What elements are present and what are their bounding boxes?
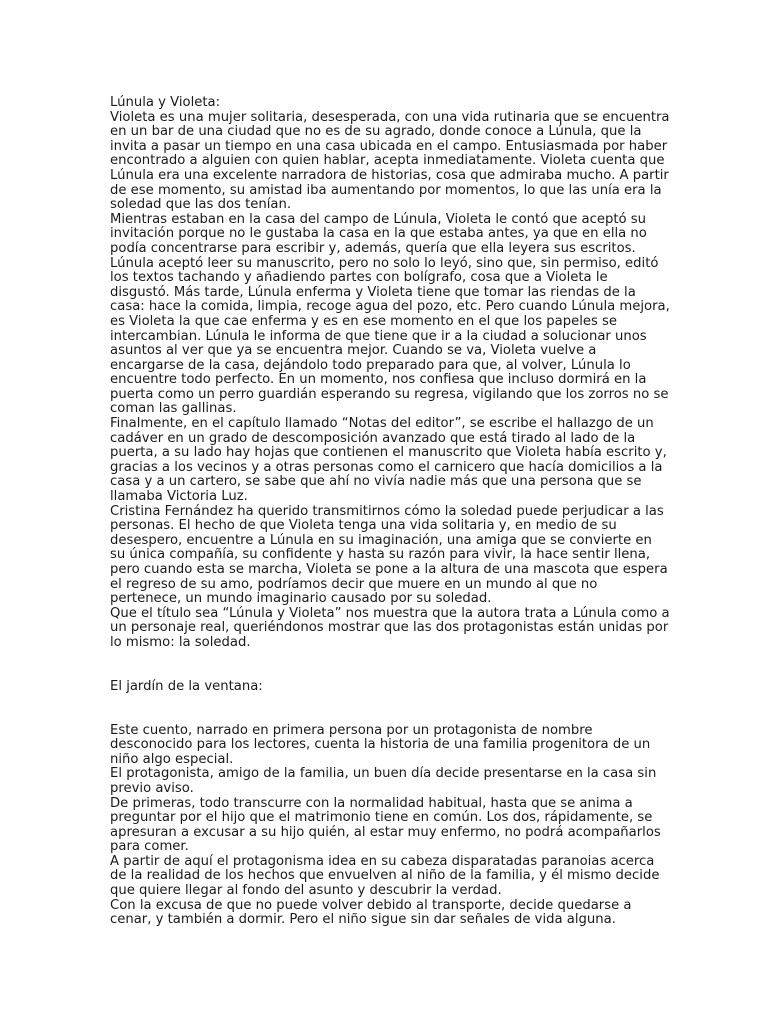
paragraph: Violeta es una mujer solitaria, desesperada, con una vida rutinaria que se encuentra en un bar de una ciudad que no es de su agrado, donde conoce a Lúnula, que la invita a pasar un tiempo en una casa ubicada en el campo. Entusiasmada por haber encontrado a alguien con quien hablar, acepta inmediatamente. Violeta cuenta que Lúnula era una excelente narradora de historias, cosa que admiraba mucho. A partir de ese momento, su amistad iba aumentando por momentos, lo que las unía era la soledad que las dos tenían. [110, 109, 670, 213]
section-gap [110, 694, 670, 723]
paragraph: A partir de aquí el protagonisma idea en su cabeza disparatadas paranoias acerca de la realidad de los hechos que envuelven al niño de la familia, y él mismo decide que quiere llegar al fondo del asunto y descubrir la verdad. [110, 853, 660, 899]
section-title-jardin: El jardín de la ventana: [110, 678, 263, 694]
paragraph: Cristina Fernández ha querido transmitirnos cómo la soledad puede perjudicar a las personas. El hecho de que Violeta tenga una vida solitaria y, en medio de su desespero, encuentre a Lúnula en su imaginación, una amiga que se convierte en su única compañía, su confidente y hasta su razón para vivir, la hace sentir llena, pero cuando esta se marcha, Violeta se pone a la altura de una mascota que espera el regreso de su amo, podríamos decir que muere en un mundo al que no pertenece, un mundo imaginario causado por su soledad. [110, 503, 668, 607]
paragraph: De primeras, todo transcurre con la normalidad habitual, hasta que se anima a preguntar por el hijo que el matrimonio tiene en común. Los dos, rápidamente, se apresuran a excusar a su hijo quién, al estar muy enfermo, no podrá acompañarlos para comer. [110, 795, 661, 855]
paragraph: Que el título sea “Lúnula y Violeta” nos muestra que la autora trata a Lúnula como a un personaje real, queriéndonos mostrar que las dos protagonistas están unidas por lo mismo: la soledad. [110, 605, 670, 650]
document-page [110, 96, 670, 928]
section-gap [110, 651, 670, 680]
section-title-lunula: Lúnula y Violeta: [110, 95, 221, 110]
paragraph: Mientras estaban en la casa del campo de Lúnula, Violeta le contó que aceptó su invitación porque no le gustaba la casa en la que estaba antes, ya que en ella no podía concentrarse para escribir y, además, quería que ella leyera sus escritos. Lúnula aceptó leer su manuscrito, pero no solo lo leyó, sino que, sin permiso, editó los textos tachando y añadiendo partes con bolígrafo, cosa que a Violeta le disgustó. Más tarde, Lúnula enferma y Violeta tiene que tomar las riendas de la casa: hace la comida, limpia, recoge agua del pozo, etc. Pero cuando Lúnula mejora, es Violeta la que cae enferma y es en ese momento en el que los papeles se intercambian. Lúnula le informa de que tiene que ir a la ciudad a solucionar unos asuntos al ver que ya se encuentra mejor. Cuando se va, Violeta vuelve a encargarse de la casa, dejándolo todo preparado para que, al volver, Lúnula lo encuentre todo perfecto. En un momento, nos confiesa que incluso dormirá en la puerta como un perro guardián esperando su regresa, vigilando que los zorros no se coman las gallinas. [110, 211, 670, 417]
paragraph: Este cuento, narrado en primera persona por un protagonista de nombre desconocido para los lectores, cuenta la historia de una familia progenitora de un niño algo especial. [110, 722, 651, 767]
paragraph: Finalmente, en el capítulo llamado “Notas del editor”, se escribe el hallazgo de un cadáver en un grado de descomposición avanzado que está tirado al lado de la puerta, a su lado hay hojas que contienen el manuscrito que Violeta había escrito y, gracias a los vecinos y a otras personas como el carnicero que hacía domicilios a la casa y a un cartero, se sabe que ahí no vivía nadie más que una persona que se llamaba Victoria Luz. [110, 416, 667, 505]
paragraph: El protagonista, amigo de la familia, un buen día decide presentarse en la casa sin previo aviso. [110, 766, 657, 796]
paragraph: Con la excusa de que no puede volver debido al transporte, decide quedarse a cenar, y también a dormir. Pero el niño sigue sin dar señales de vida alguna. [110, 897, 632, 928]
